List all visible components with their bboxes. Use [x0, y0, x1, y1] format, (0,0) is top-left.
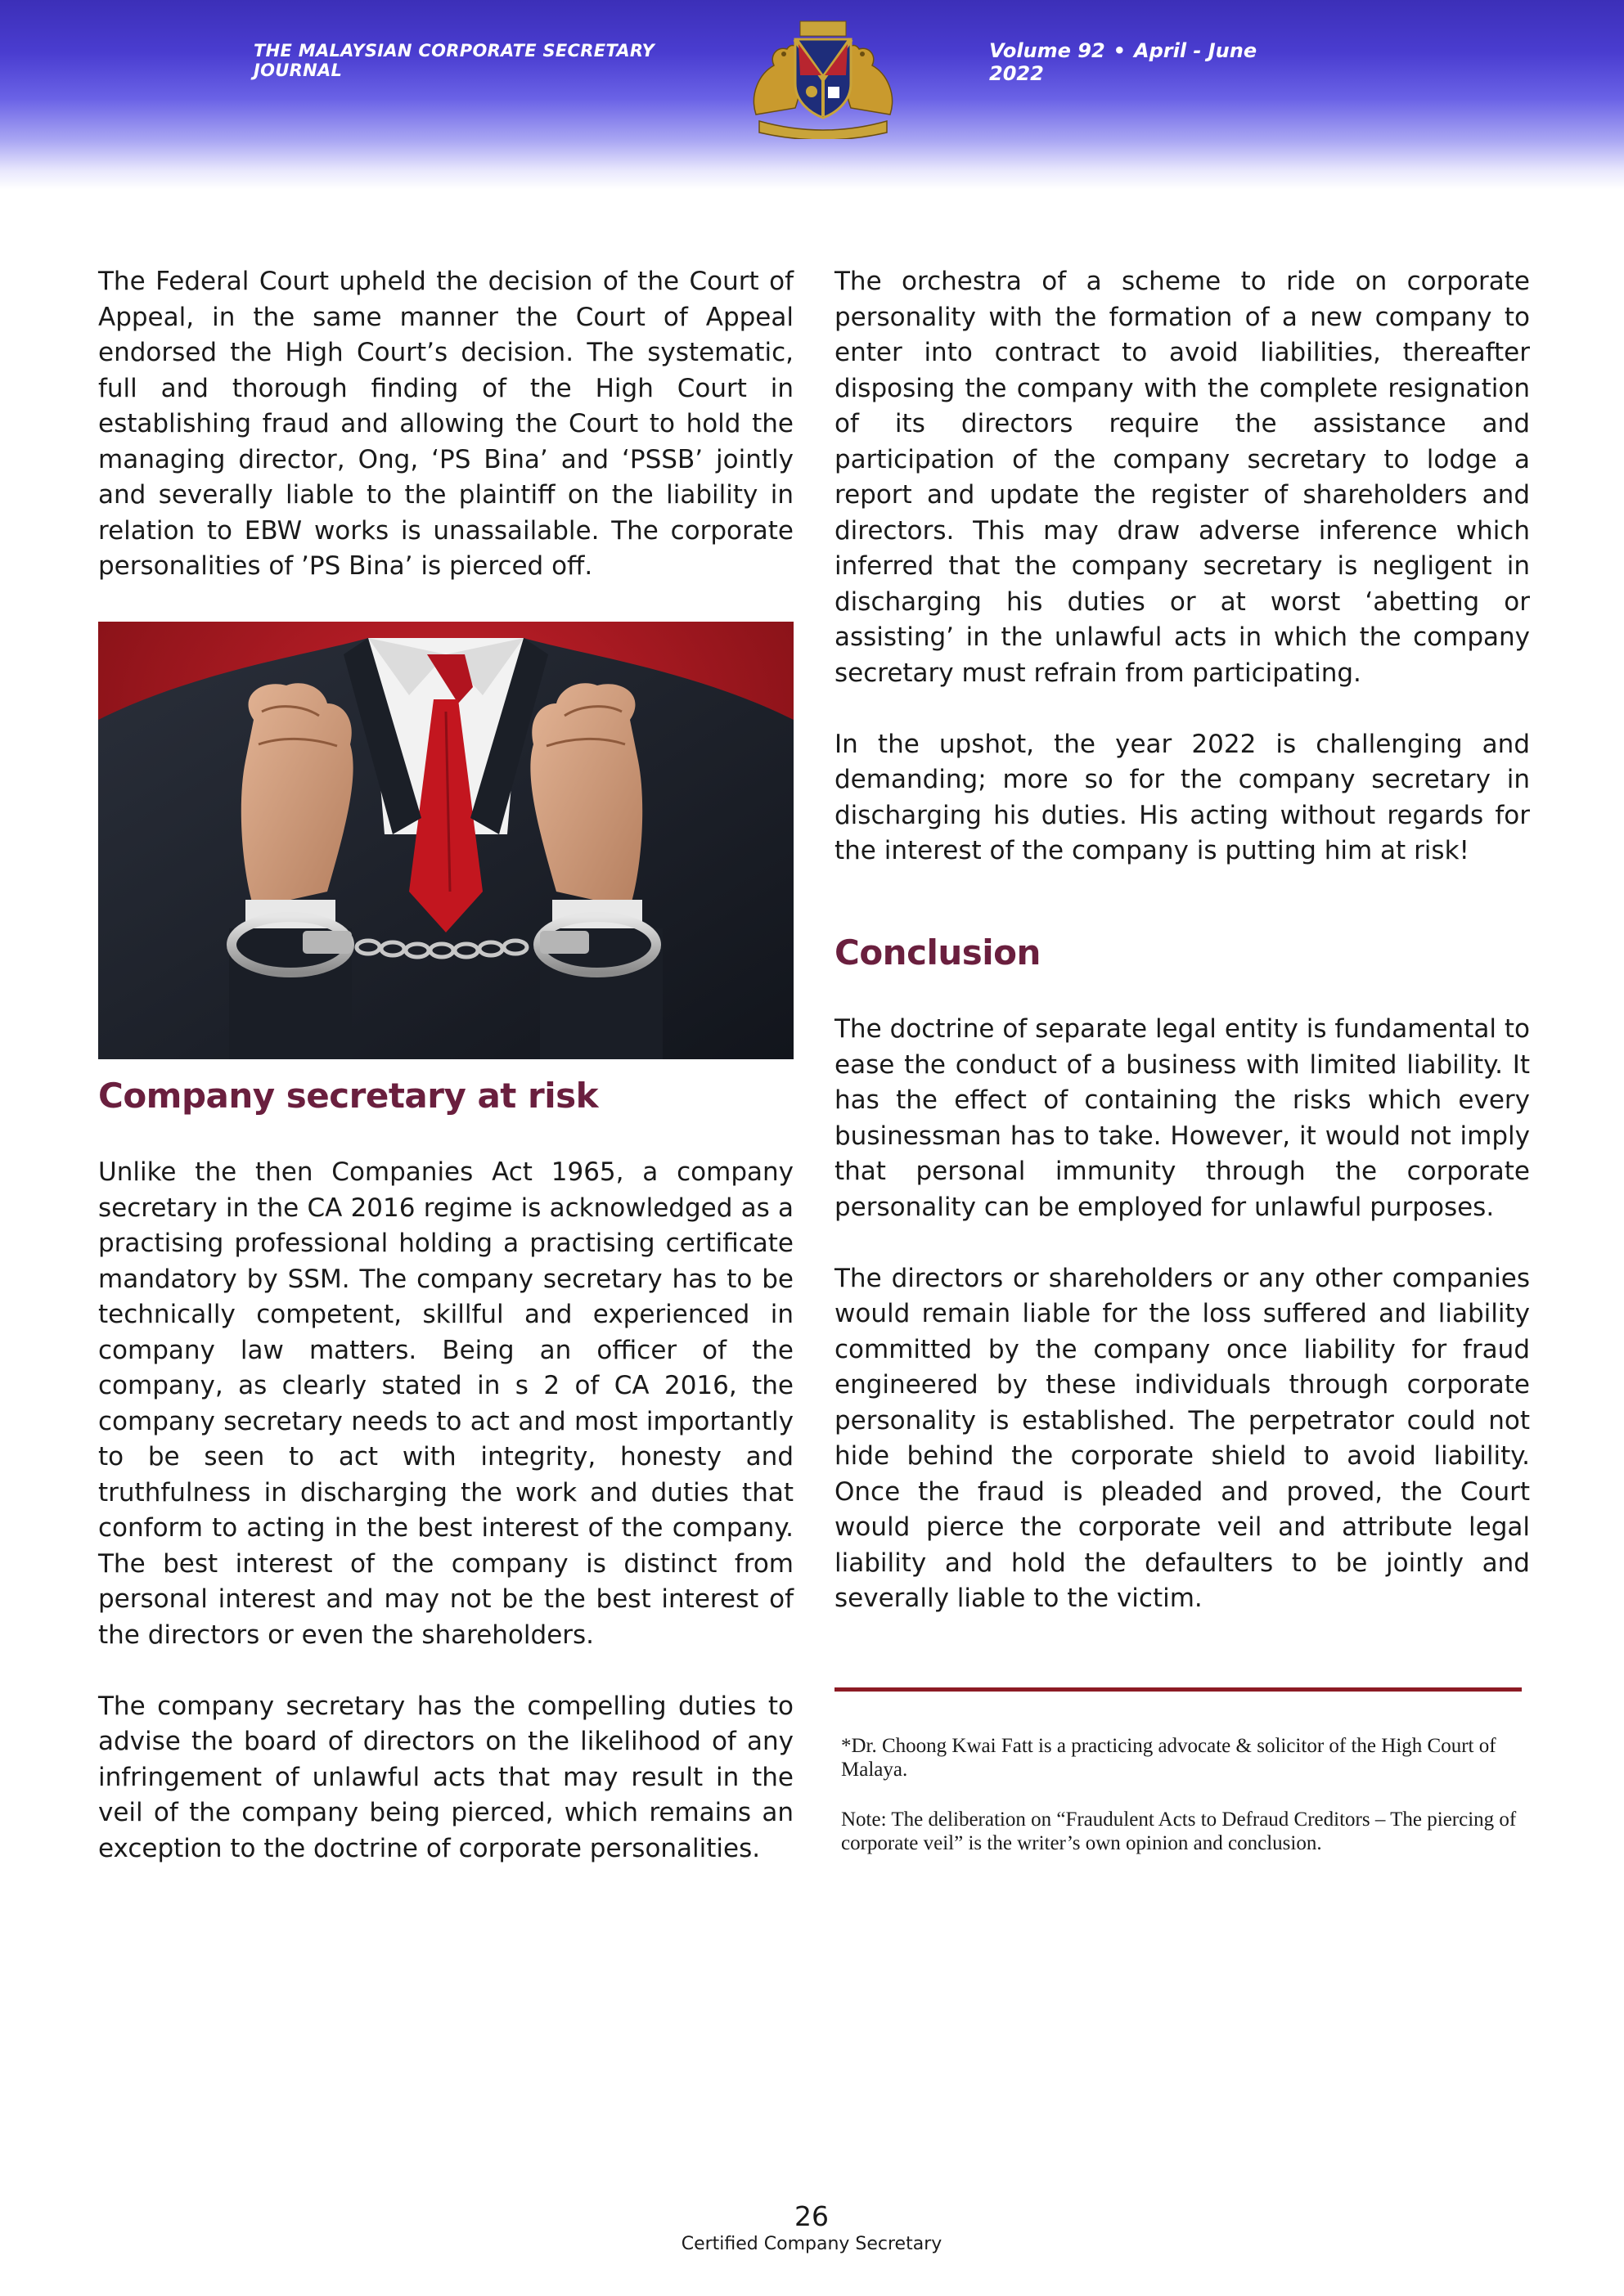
- right-column-body: [834, 264, 1530, 905]
- footer-publication: Certified Company Secretary: [681, 2234, 942, 2254]
- footnote-divider: [834, 1687, 1522, 1692]
- volume-label: Volume 92: [989, 39, 1105, 62]
- handcuffed-businessman-photo: [98, 622, 794, 1059]
- paragraph-separate-legal-entity: The doctrine of separate legal entity is fundamental to ease the conduct of a business with limited liability. It has the effect of containing the risks which every businessman has to take. However, it would not imply that personal immunity through the corporate personality can be employed for unlawful purposes.: [834, 1014, 1530, 1222]
- page-number: 26: [794, 2200, 829, 2232]
- conclusion-body: [834, 1012, 1530, 1652]
- separator-dot: •: [1113, 39, 1127, 62]
- issue-date: April - June 2022: [989, 39, 1257, 85]
- left-column-intro: [98, 264, 794, 620]
- left-column-body: [98, 1155, 794, 1903]
- intro-paragraph: The Federal Court upheld the decision of the Court of Appeal, in the same manner the Court of Appeal endorsed the High Court’s decision. The systematic, full and thorough finding of the High Court in establishing fraud and allowing the Court to hold the managing director, Ong, ‘PS Bina’ and ‘PSSB’ jointly and severally liable to the plaintiff on the liability in relation to EBW works is unassailable. The corporate personalities of ’PS Bina’ is pierced off.: [98, 267, 794, 581]
- journal-title: THE MALAYSIAN CORPORATE SECRETARY JOURNAL: [254, 41, 655, 80]
- heading-company-secretary-at-risk: Company secretary at risk: [98, 1076, 599, 1116]
- footnote-disclaimer: Note: The deliberation on “Fraudulent Acts to Defraud Creditors – The piercing of corporate veil” is the writer’s own opinion and conclusion.: [841, 1808, 1517, 1854]
- footnote-author: *Dr. Choong Kwai Fatt is a practicing advocate & solicitor of the High Court of Malaya.: [841, 1735, 1496, 1781]
- paragraph-practising-professional: Unlike the then Companies Act 1965, a company secretary in the CA 2016 regime is acknowledged as a practising professional holding a practising certificate mandatory by SSM. The company secretary has to be technically competent, skillful and experienced in company law matters. Being an officer of the company, as clearly stated in s 2 of CA 2016, the company secretary needs to act and most importantly to be seen to act with integrity, honesty and truthfulness in discharging the work and duties that conform to acting in the best interest of the company. The best interest of the company is distinct from personal interest and may not be the best interest of the directors or even the shareholders.: [98, 1157, 794, 1650]
- heading-conclusion: Conclusion: [834, 932, 1041, 973]
- paragraph-directors-liable: The directors or shareholders or any other companies would remain liable for the loss suffered and liability committed by the company once liability for fraud engineered by these individuals through corporate personality is established. The perpetrator could not hide behind the corporate shield to avoid liability. Once the fraud is pleaded and proved, the Court would pierce the corporate veil and attribute legal liability and hold the defaulters to be jointly and severally liable to the victim.: [834, 1263, 1530, 1613]
- issue-info: [989, 39, 1316, 85]
- macs-crest-logo: [741, 16, 905, 139]
- paragraph-upshot: In the upshot, the year 2022 is challenging and demanding; more so for the company secretary in discharging his duties. His acting without regards for the interest of the company is putting him at risk!: [834, 729, 1530, 865]
- page-header-band: [0, 0, 1624, 190]
- paragraph-compelling-duties: The company secretary has the compelling duties to advise the board of directors on the likelihood of any infringement of unlawful acts that may result in the veil of the company being pierced, which remains an exception to the doctrine of corporate personalities.: [98, 1691, 794, 1863]
- paragraph-orchestra-scheme: The orchestra of a scheme to ride on corporate personality with the formation of a new company to enter into contract to avoid liabilities, thereafter disposing the company with the complete resignation of its directors require the assistance and participation of the company secretary to lodge a report and update the register of shareholders and directors. This may draw adverse inference which inferred that the company secretary is negligent in discharging his duties or at worst ‘abetting or assisting’ in the unlawful acts in which the company secretary must refrain from participating.: [834, 267, 1530, 688]
